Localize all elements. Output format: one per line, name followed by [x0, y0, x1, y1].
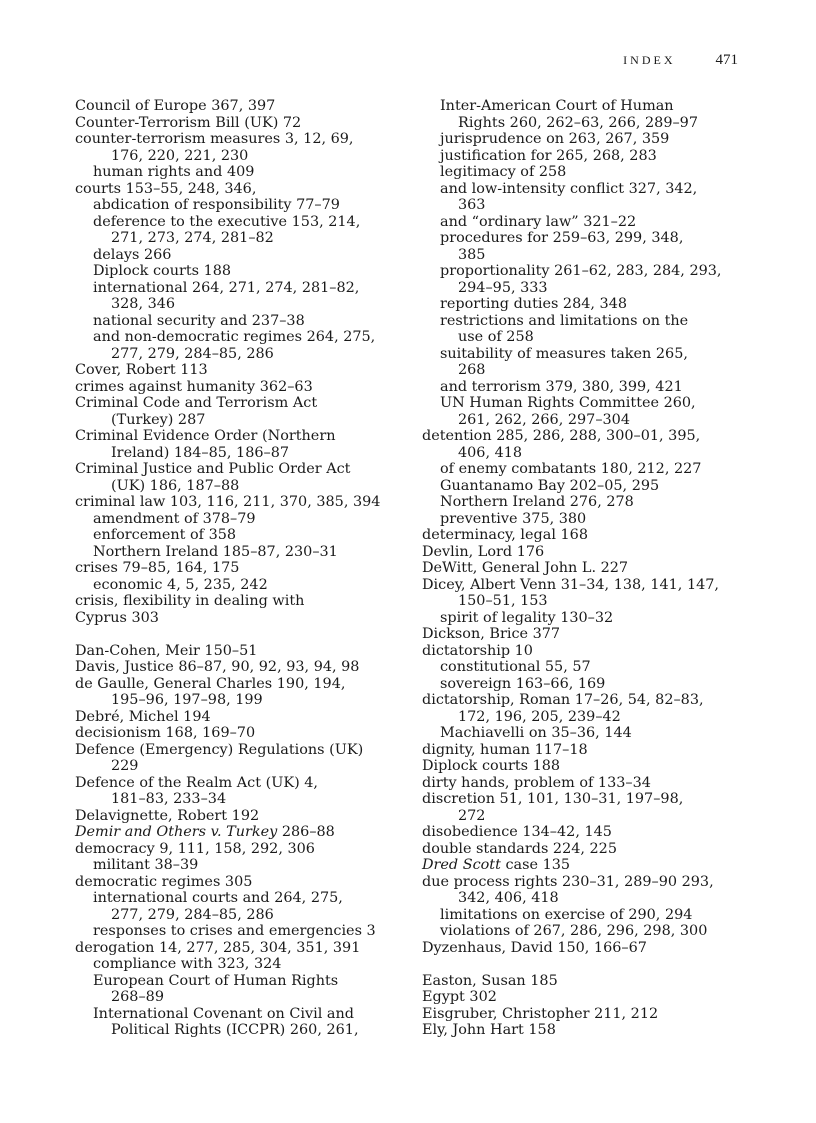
index-entry [75, 824, 405, 841]
italic-title: Dred Scott [422, 857, 501, 873]
index-continuation: 268 [458, 362, 486, 378]
index-subentry: Inter-American Court of Human [440, 98, 674, 114]
index-entry: Diplock courts 188 [422, 758, 561, 774]
index-entry: crises 79–85, 164, 175 [75, 560, 240, 576]
index-subentry: sovereign 163–66, 169 [440, 675, 606, 692]
index-entry: dignity, human 117–18 [422, 741, 588, 758]
index-entry: dirty hands, problem of 133–34 [422, 774, 651, 791]
page-header [623, 52, 738, 69]
index-entry: Dicey, Albert Venn 31–34, 138, 141, 147, [422, 576, 719, 593]
index-subentry: Diplock courts 188 [93, 263, 232, 279]
index-entry: Cyprus 303 [75, 609, 159, 626]
index-subentry: deference to the executive 153, 214, [93, 213, 361, 230]
entry-pages: 286–88 [277, 824, 335, 840]
index-continuation: 195–96, 197–98, 199 [111, 692, 263, 708]
index-subentry: International Covenant on Civil and [93, 1005, 354, 1022]
index-subentry: spirit of legality 130–32 [440, 609, 614, 626]
running-head: INDEX [623, 53, 676, 67]
index-continuation: 406, 418 [458, 444, 523, 461]
index-entry: democracy 9, 111, 158, 292, 306 [75, 840, 315, 857]
index-subentry: restrictions and limitations on the [440, 312, 689, 329]
index-subentry: and “ordinary law” 321–22 [440, 213, 637, 230]
index-continuation: 385 [458, 246, 486, 263]
index-continuation: (Turkey) 287 [111, 411, 206, 428]
index-continuation: 342, 406, 418 [458, 890, 559, 906]
index-entry: Criminal Evidence Order (Northern [75, 428, 336, 444]
index-subentry: abdication of responsibility 77–79 [93, 197, 340, 213]
index-entry: counter-terrorism measures 3, 12, 69, [75, 131, 354, 147]
index-entry: crimes against humanity 362–63 [75, 378, 313, 395]
index-entry: Dan-Cohen, Meir 150–51 [75, 642, 258, 659]
index-subentry: limitations on exercise of 290, 294 [440, 906, 693, 923]
index-continuation: Rights 260, 262–63, 266, 289–97 [458, 114, 698, 131]
index-subentry: jurisprudence on 263, 267, 359 [440, 131, 670, 147]
index-subentry: procedures for 259–63, 299, 348, [440, 230, 684, 246]
index-continuation: 272 [458, 807, 486, 824]
index-continuation: 268–89 [111, 989, 164, 1005]
index-entry: Dyzenhaus, David 150, 166–67 [422, 939, 647, 956]
index-entry: Counter-Terrorism Bill (UK) 72 [75, 114, 302, 131]
index-subentry: and low-intensity conflict 327, 342, [440, 180, 698, 197]
index-subentry: European Court of Human Rights [93, 972, 339, 989]
index-entry: due process rights 230–31, 289–90 293, [422, 873, 714, 890]
index-subentry: of enemy combatants 180, 212, 227 [440, 461, 702, 477]
index-entry: derogation 14, 277, 285, 304, 351, 391 [75, 939, 361, 956]
index-continuation: 328, 346 [111, 296, 176, 312]
index-entry: Davis, Justice 86–87, 90, 92, 93, 94, 98 [75, 659, 360, 675]
index-entry: disobedience 134–42, 145 [422, 824, 612, 840]
index-subentry: violations of 267, 286, 296, 298, 300 [440, 923, 708, 939]
index-subentry: reporting duties 284, 348 [440, 296, 628, 312]
page-number: 471 [715, 52, 738, 68]
index-entry: dictatorship 10 [422, 642, 533, 659]
index-subentry: militant 38–39 [93, 857, 199, 873]
index-column-left [75, 98, 405, 1039]
index-entry: Debré, Michel 194 [75, 708, 211, 725]
index-entry: Ely, John Hart 158 [422, 1022, 556, 1038]
index-continuation: use of 258 [458, 329, 534, 345]
entry-pages: case 135 [500, 857, 571, 873]
index-entry: criminal law 103, 116, 211, 370, 385, 394 [75, 494, 381, 510]
index-subentry: legitimacy of 258 [440, 164, 567, 180]
index-entry: decisionism 168, 169–70 [75, 725, 256, 741]
index-continuation: 176, 220, 221, 230 [111, 147, 249, 164]
index-continuation: 277, 279, 284–85, 286 [111, 345, 274, 362]
index-continuation: 363 [458, 197, 486, 213]
index-subentry: Northern Ireland 185–87, 230–31 [93, 543, 338, 560]
index-continuation: 277, 279, 284–85, 286 [111, 906, 274, 923]
index-subentry: national security and 237–38 [93, 312, 305, 329]
index-entry: Dickson, Brice 377 [422, 626, 561, 642]
index-subentry: international courts and 264, 275, [93, 890, 343, 906]
index-entry: Defence of the Realm Act (UK) 4, [75, 774, 318, 791]
index-entry: democratic regimes 305 [75, 873, 253, 890]
index-subentry: enforcement of 358 [93, 527, 237, 543]
index-entry: Criminal Code and Terrorism Act [75, 395, 318, 411]
index-continuation: 150–51, 153 [458, 593, 548, 609]
index-continuation: Ireland) 184–85, 186–87 [111, 444, 290, 461]
italic-title: Demir and Others v. Turkey [75, 824, 278, 840]
index-subentry: Northern Ireland 276, 278 [440, 494, 634, 510]
index-entry: Devlin, Lord 176 [422, 543, 545, 560]
index-column-right [422, 98, 752, 1039]
index-continuation: 181–83, 233–34 [111, 791, 227, 807]
index-entry: Defence (Emergency) Regulations (UK) [75, 741, 364, 758]
index-entry: Council of Europe 367, 397 [75, 98, 276, 114]
index-subentry: proportionality 261–62, 283, 284, 293, [440, 263, 722, 279]
index-entry: dictatorship, Roman 17–26, 54, 82–83, [422, 692, 704, 708]
index-entry: detention 285, 286, 288, 300–01, 395, [422, 428, 701, 444]
index-entry: de Gaulle, General Charles 190, 194, [75, 675, 346, 692]
index-entry: Delavignette, Robert 192 [75, 807, 260, 824]
index-subentry: and non-democratic regimes 264, 275, [93, 329, 376, 345]
index-continuation: 172, 196, 205, 239–42 [458, 708, 621, 725]
index-entry: Criminal Justice and Public Order Act [75, 461, 351, 477]
index-entry [422, 857, 752, 874]
index-continuation: 261, 262, 266, 297–304 [458, 411, 630, 428]
index-subentry: Machiavelli on 35–36, 144 [440, 725, 632, 741]
index-subentry: Guantanamo Bay 202–05, 295 [440, 477, 660, 494]
index-entry: determinacy, legal 168 [422, 527, 588, 543]
index-subentry: responses to crises and emergencies 3 [93, 923, 376, 939]
index-subentry: preventive 375, 380 [440, 510, 587, 527]
index-entry: Cover, Robert 113 [75, 362, 208, 378]
index-entry: DeWitt, General John L. 227 [422, 560, 629, 576]
index-subentry: amendment of 378–79 [93, 510, 256, 527]
index-continuation: 294–95, 333 [458, 279, 548, 296]
index-subentry: UN Human Rights Committee 260, [440, 395, 696, 411]
entry-gap [75, 626, 405, 643]
index-subentry: economic 4, 5, 235, 242 [93, 576, 268, 593]
index-subentry: compliance with 323, 324 [93, 956, 282, 972]
index-entry: courts 153–55, 248, 346, [75, 180, 257, 197]
entry-gap [422, 956, 752, 973]
index-entry: crisis, flexibility in dealing with [75, 593, 305, 609]
index-continuation: (UK) 186, 187–88 [111, 477, 240, 494]
index-continuation: 229 [111, 758, 139, 774]
index-subentry: constitutional 55, 57 [440, 659, 591, 675]
index-subentry: international 264, 271, 274, 281–82, [93, 279, 360, 296]
index-entry: discretion 51, 101, 130–31, 197–98, [422, 791, 684, 807]
index-entry: Easton, Susan 185 [422, 972, 558, 989]
index-subentry: human rights and 409 [93, 164, 255, 180]
index-continuation: Political Rights (ICCPR) 260, 261, [111, 1022, 359, 1038]
index-subentry: justification for 265, 268, 283 [440, 147, 657, 164]
index-subentry: delays 266 [93, 246, 172, 263]
index-subentry: suitability of measures taken 265, [440, 345, 688, 362]
index-entry: Egypt 302 [422, 989, 497, 1005]
index-subentry: and terrorism 379, 380, 399, 421 [440, 378, 683, 395]
index-continuation: 271, 273, 274, 281–82 [111, 230, 274, 246]
index-entry: double standards 224, 225 [422, 840, 617, 857]
index-entry: Eisgruber, Christopher 211, 212 [422, 1005, 659, 1022]
